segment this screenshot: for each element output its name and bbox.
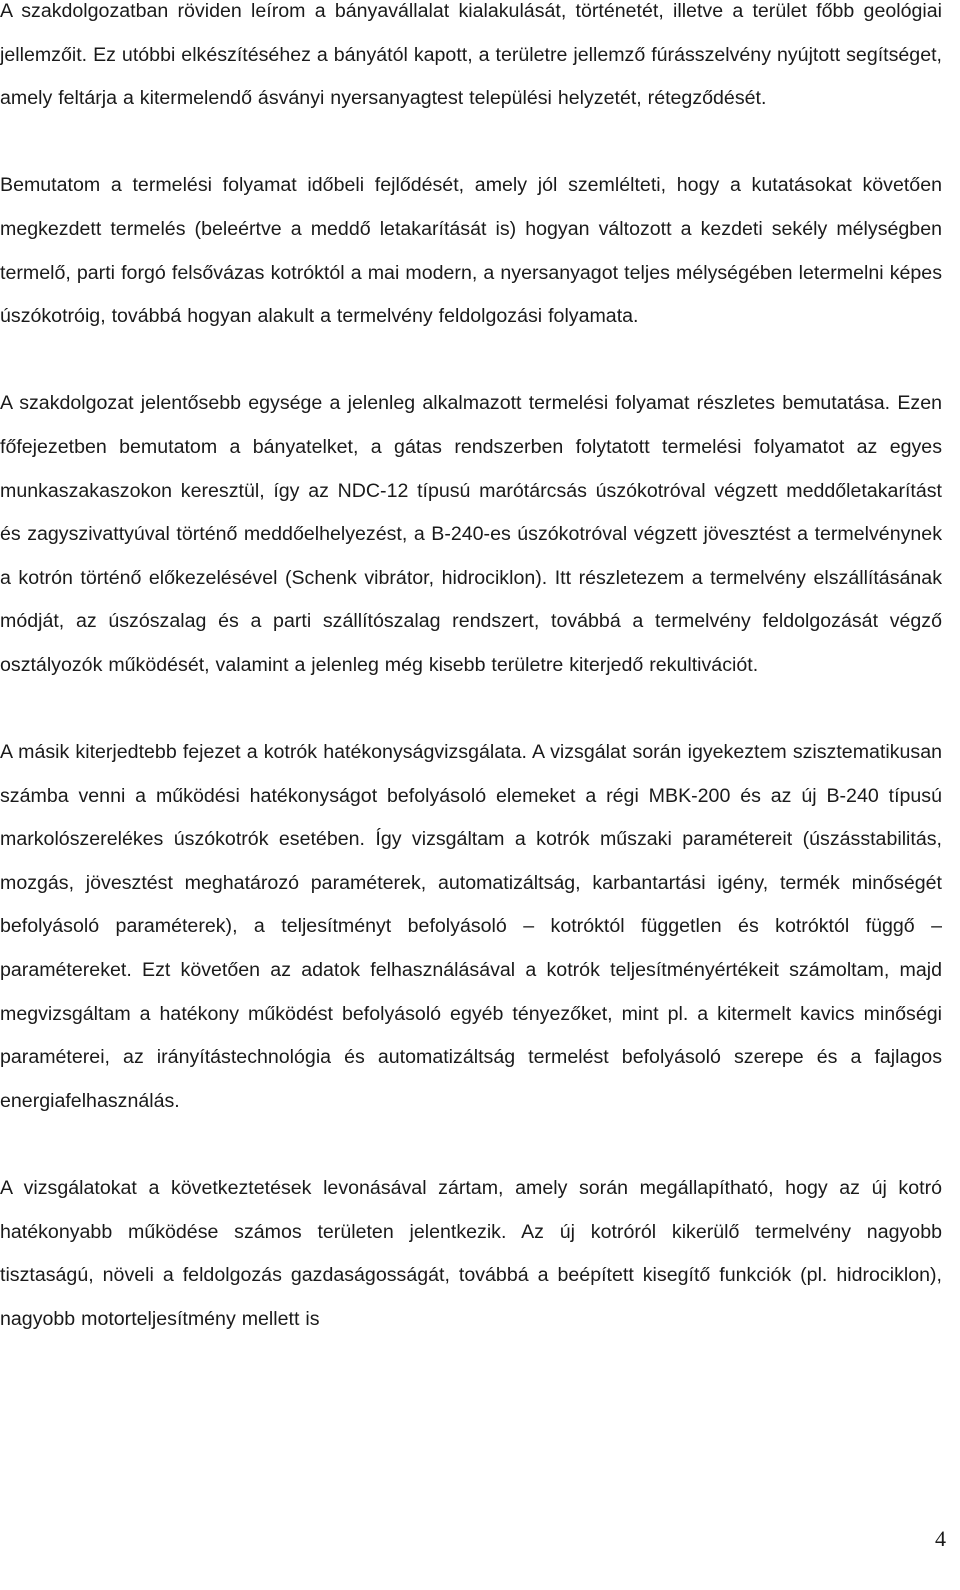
paragraph-conclusions: A vizsgálatokat a következtetések levonásával zártam, amely során megállapítható, hogy az új kotró hatékonyabb működése számos területen jelentkezik. Az új kotróról kikerülő termelvény nagyobb tisztaságú, növeli a feldolgozás gazdaságosságát, továbbá a beépített kisegítő funkciók (pl. hidrociklon), nagyobb motorteljesítmény mellett is — [0, 1177, 942, 1330]
paragraph-production-history: Bemutatom a termelési folyamat időbeli fejlődését, amely jól szemlélteti, hogy a kutatásokat követően megkezdett termelés (beleértve a meddő letakarítását is) hogyan változott a kezdeti sekély mélységben termelő, parti forgó felsővázas kotróktól a mai modern, a nyersanyagot teljes mélységében letermelni képes úszókotróig, továbbá hogyan alakult a termelvény feldolgozási folyamata. — [0, 174, 942, 328]
paragraph-efficiency-analysis: A másik kiterjedtebb fejezet a kotrók hatékonyságvizsgálata. A vizsgálat során igyekeztem szisztematikusan számba venni a működési hatékonyságot befolyásoló elemeket a régi MBK-200 és az új B-240 típusú markolószerelékes úszókotrók esetében. Így vizsgáltam a kotrók műszaki paramétereit (úszásstabilitás, mozgás, jövesztést meghatározó paraméterek, automatizáltság, karbantartási igény, termék minőségét befolyásoló paraméterek), a teljesítményt befolyásoló – kotróktól független és kotróktól függő – paramétereket. Ezt követően az adatok felhasználásával a kotrók teljesítményértékeit számoltam, majd megvizsgáltam a hatékony működést befolyásoló egyéb tényezőket, mint pl. a kitermelt kavics minőségi paraméterei, az irányítástechnológia és automatizáltság termelést befolyásoló szerepe és a fajlagos energiafelhasználás. — [0, 741, 942, 1112]
page-number: 4 — [935, 1526, 946, 1551]
paragraph-current-process: A szakdolgozat jelentősebb egysége a jelenleg alkalmazott termelési folyamat részletes bemutatása. Ezen főfejezetben bemutatom a bányatelket, a gátas rendszerben folytatott termelési folyamatot az egyes munkaszakaszokon keresztül, így az NDC-12 típusú marótárcsás úszókotróval végzett meddőletakarítást és zagyszivattyúval történő meddőelhelyezést, a B-240-es úszókotróval végzett jövesztést a termelvénynek a kotrón történő előkezelésével (Schenk vibrátor, hidrociklon). Itt részletezem a termelvény elszállításának módját, az úszószalag és a parti szállítószalag rendszert, továbbá a termelvény feldolgozását végző osztályozók működését, valamint a jelenleg még kisebb területre kiterjedő rekultivációt. — [0, 392, 942, 676]
paragraph-intro: A szakdolgozatban röviden leírom a bányavállalat kialakulását, történetét, illetve a terület főbb geológiai jellemzőit. Ez utóbbi elkészítéséhez a bányától kapott, a területre jellemző fúrásszelvény nyújtott segítséget, amely feltárja a kitermelendő ásványi nyersanyagtest települési helyzetét, rétegződését. — [0, 0, 942, 110]
